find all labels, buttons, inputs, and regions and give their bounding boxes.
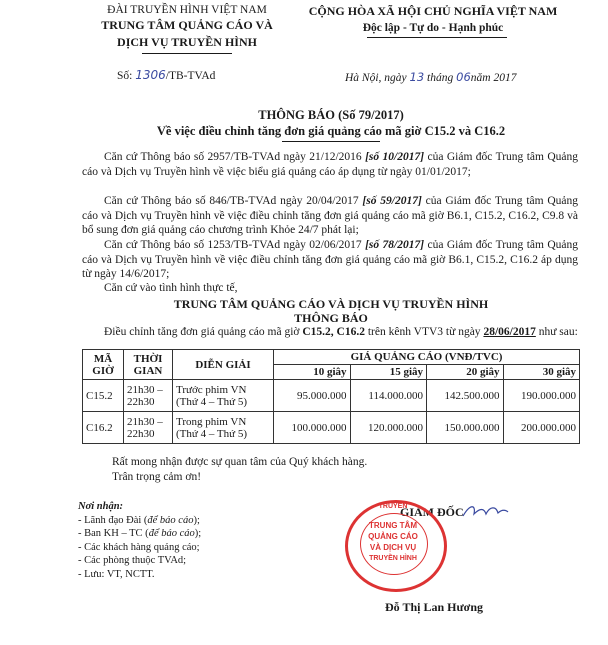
th-code: MÃ GIỜ: [83, 350, 124, 380]
center-notice: THÔNG BÁO: [294, 311, 368, 325]
recipient-item: - Các phòng thuộc TVAd;: [78, 555, 187, 566]
th-duration-10: 10 giây: [274, 365, 351, 380]
price-table: [82, 349, 580, 444]
cell-desc: Trong phim VN (Thứ 4 – Thứ 5): [173, 412, 274, 444]
th-duration-20: 20 giây: [427, 365, 504, 380]
header-left: [82, 4, 292, 50]
cell-price: 190.000.000: [503, 380, 580, 412]
handwritten-number: 1306: [135, 68, 166, 82]
header-right-rule: [367, 37, 507, 38]
stamp-text-2: QUẢNG CÁO: [368, 532, 418, 541]
cell-code: C16.2: [83, 412, 124, 444]
org-line2: DỊCH VỤ TRUYỀN HÌNH: [117, 35, 257, 49]
header-right: [292, 4, 574, 34]
recipients-title: Nơi nhận:: [78, 501, 124, 512]
notice-title: THÔNG BÁO (Số 79/2017): [258, 108, 404, 122]
signer-name: Đỗ Thị Lan Hương: [385, 600, 483, 614]
handwritten-signature: [460, 500, 510, 522]
title-rule: [282, 141, 380, 142]
cell-price: 150.000.000: [427, 412, 504, 444]
org-parent: ĐÀI TRUYỀN HÌNH VIỆT NAM: [107, 4, 267, 16]
cell-desc: Trước phim VN (Thứ 4 – Thứ 5): [173, 380, 274, 412]
motto: Độc lập - Tự do - Hạnh phúc: [362, 22, 504, 34]
signer-role: GIÁM ĐỐC: [400, 505, 464, 519]
org-line1: TRUNG TÂM QUẢNG CÁO VÀ: [101, 18, 273, 32]
recipient-item: - Các khách hàng quảng cáo;: [78, 541, 200, 553]
recipients: [78, 500, 201, 581]
center-org: TRUNG TÂM QUẢNG CÁO VÀ DỊCH VỤ TRUYỀN HÌNH: [173, 297, 489, 311]
nation-title: CỘNG HÒA XÃ HỘI CHỦ NGHĨA VIỆT NAM: [308, 4, 558, 18]
basis-paragraph-4: Căn cứ vào tình hình thực tế,: [104, 282, 238, 294]
th-price: GIÁ QUẢNG CÁO (VNĐ/TVC): [274, 350, 580, 365]
cell-time: 21h30 – 22h30: [124, 380, 173, 412]
issue-date: Hà Nội, ngày 13 tháng 06năm 2017: [345, 70, 517, 84]
basis-paragraph-2: Căn cứ Thông báo số 846/TB-TVAd ngày 20/04/2017 [số 59/2017] của Giám đốc Trung tâm Quảng cáo và Dịch vụ Truyền hình về việc điều chỉnh tăng đơn giá quảng cáo mã giờ B6.1, C15.2, C16.2, C9.8 và bổ sung đơn giá quảng cáo chương trình Khỏe 24/7 phát lại;: [82, 195, 579, 236]
th-desc: DIỄN GIẢI: [173, 350, 274, 380]
cell-price: 100.000.000: [274, 412, 351, 444]
recipient-item: - Lưu: VT, NCTT.: [78, 568, 155, 580]
cell-price: 142.500.000: [427, 380, 504, 412]
notice-subject: Về việc điều chỉnh tăng đơn giá quảng cáo mã giờ C15.2 và C16.2: [156, 124, 506, 138]
basis-paragraph-1: Căn cứ Thông báo số 2957/TB-TVAd ngày 21/12/2016 [số 10/2017] của Giám đốc Trung tâm Quảng cáo và Dịch vụ Truyền hình về việc biểu giá quảng cáo áp dụng từ ngày 01/01/2017;: [82, 151, 578, 178]
closing-line-2: Trân trọng cảm ơn!: [112, 471, 202, 483]
stamp-text-3: VÀ DỊCH VỤ: [369, 543, 417, 552]
cell-time: 21h30 – 22h30: [124, 412, 173, 444]
stamp-text-4: TRUYỀN HÌNH: [369, 555, 417, 562]
cell-price: 114.000.000: [350, 380, 427, 412]
th-duration-15: 15 giây: [350, 365, 427, 380]
th-duration-30: 30 giây: [503, 365, 580, 380]
table-row: [83, 380, 580, 412]
document-number: Số: 1306/TB-TVAd: [117, 68, 216, 82]
cell-price: 200.000.000: [503, 412, 580, 444]
basis-paragraph-3: Căn cứ Thông báo số 1253/TB-TVAd ngày 02/06/2017 [số 78/2017] của Giám đốc Trung tâm Quảng cáo và Dịch vụ Truyền hình về việc điều chỉnh tăng đơn giá quảng cáo mã giờ B6.1, C15.2, C16.2 áp dụng từ ngày 14/6/2017;: [82, 239, 578, 280]
closing-line-1: Rất mong nhận được sự quan tâm của Quý khách hàng.: [112, 456, 368, 468]
th-time: THỜI GIAN: [124, 350, 173, 380]
cell-price: 95.000.000: [274, 380, 351, 412]
recipient-item: - Lãnh đạo Đài (để báo cáo);: [78, 514, 200, 526]
cell-price: 120.000.000: [350, 412, 427, 444]
stamp-text-top: TRUYỀN: [378, 503, 408, 510]
header-left-rule: [142, 53, 232, 54]
recipient-item: - Ban KH – TC (để báo cáo);: [78, 528, 202, 539]
adjustment-paragraph: Điều chỉnh tăng đơn giá quảng cáo mã giờ C15.2, C16.2 trên kênh VTV3 từ ngày 28/06/2017 như sau:: [104, 326, 578, 338]
stamp-text-1: TRUNG TÂM: [369, 521, 417, 530]
cell-code: C15.2: [83, 380, 124, 412]
table-row: [83, 412, 580, 444]
